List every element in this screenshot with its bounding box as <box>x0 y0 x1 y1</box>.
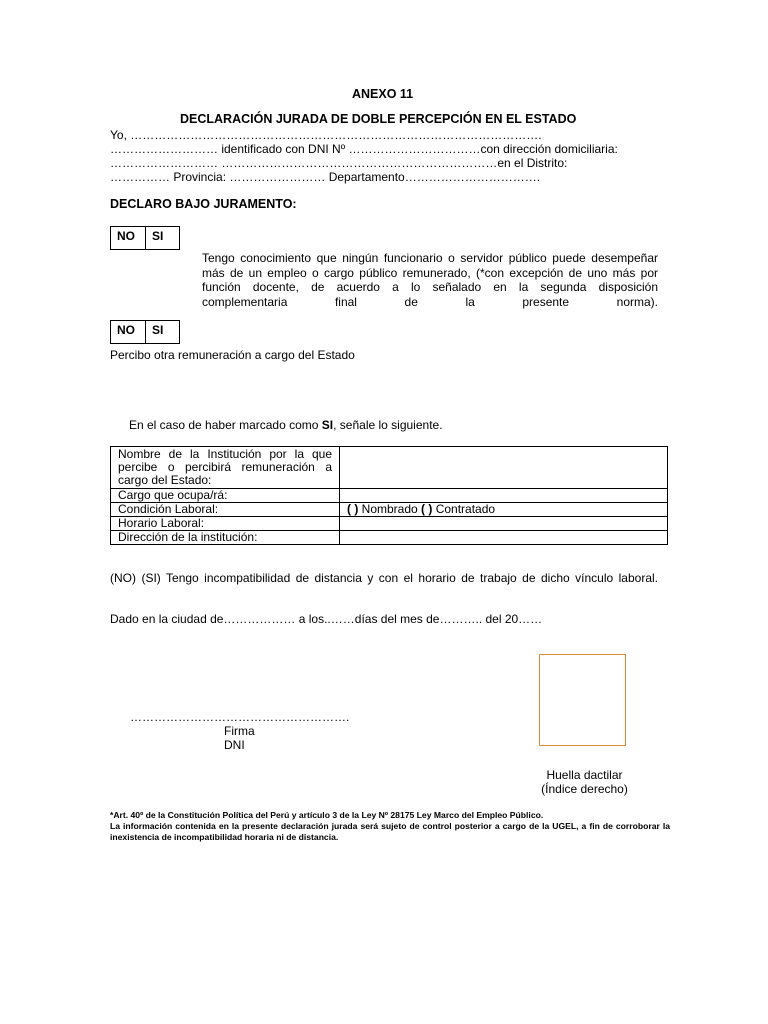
statement-2: Percibo otra remuneración a cargo del Estado <box>110 348 355 362</box>
contratado-checkbox[interactable]: ( ) <box>421 502 433 516</box>
institution-address-field[interactable] <box>340 531 668 545</box>
work-schedule-label: Horario Laboral: <box>111 517 340 531</box>
position-label: Cargo que ocupa/rá: <box>111 489 340 503</box>
signature-line[interactable]: ………………………………………………. <box>130 710 350 724</box>
table-row <box>111 503 668 517</box>
case-note-si: SI <box>321 418 334 432</box>
contratado-label: Contratado <box>432 502 496 516</box>
employment-condition-label: Condición Laboral: <box>111 503 340 517</box>
intro-line-3: ……………………… ……………………………………………………………en el Distrito: <box>110 156 568 170</box>
institution-table <box>110 446 668 545</box>
footnote-legal-reference: *Art. 40º de la Constitución Política del Perú y artículo 3 de la Ley Nº 28175 Ley Marco del Empleo Público. <box>110 810 544 820</box>
table-row <box>111 489 668 503</box>
institution-name-label: Nombre de la Institución por la que percibe o percibirá remuneración a cargo del Estado: <box>111 447 340 489</box>
intro-line-2: ……………………… identificado con DNI Nº ……………………………con dirección domiciliaria: <box>110 142 618 156</box>
nombrado-checkbox[interactable]: ( ) <box>347 502 359 516</box>
intro-line-4: …………… Provincia: …………………… Departamento……………………………. <box>110 170 541 184</box>
fingerprint-sublabel: (Índice derecho) <box>541 782 628 796</box>
option-box-2[interactable] <box>110 320 180 344</box>
date-line: Dado en la ciudad de……………… a los..……días del mes de……….. del 20…… <box>110 612 543 626</box>
option-box-1[interactable] <box>110 226 180 250</box>
work-schedule-field[interactable] <box>340 517 668 531</box>
employment-condition-field[interactable] <box>340 503 668 517</box>
fingerprint-box[interactable] <box>539 654 626 746</box>
table-row <box>111 531 668 545</box>
statement-1: Tengo conocimiento que ningún funcionario o servidor público puede desempeñar más de un empleo o cargo público remunerado, (*con excepción de uno más por función docente, de acuerdo a lo señalado en la segunda disposición complementaria final de la presente norma). <box>202 251 658 309</box>
option-si-1[interactable]: SI <box>145 227 179 249</box>
intro-line-1: Yo, …………………………………………………………………………………………. <box>110 128 542 142</box>
table-row <box>111 517 668 531</box>
option-no-1[interactable]: NO <box>117 229 135 243</box>
case-note-suffix: , señale lo siguiente. <box>333 418 443 432</box>
annex-number: ANEXO 11 <box>352 87 414 101</box>
option-si-2[interactable]: SI <box>145 321 179 343</box>
footnote-control-notice: La información contenida en la presente declaración jurada será sujeto de control posterior a cargo de la UGEL, a fin de corroborar la inexistencia de incompatibilidad horaria ni de distancia. <box>110 821 670 842</box>
institution-address-label: Dirección de la institución: <box>111 531 340 545</box>
position-field[interactable] <box>340 489 668 503</box>
footnotes <box>110 810 670 843</box>
incompatibility-statement: (NO) (SI) Tengo incompatibilidad de distancia y con el horario de trabajo de dicho vínculo laboral. <box>110 571 658 585</box>
institution-name-field[interactable] <box>340 447 668 489</box>
case-note <box>129 418 443 432</box>
document-title: DECLARACIÓN JURADA DE DOBLE PERCEPCIÓN EN EL ESTADO <box>180 112 577 126</box>
declare-heading: DECLARO BAJO JURAMENTO: <box>110 197 297 211</box>
signature-firma-label: Firma <box>224 724 255 738</box>
signature-dni-label: DNI <box>224 738 245 752</box>
option-no-2[interactable]: NO <box>117 323 135 337</box>
nombrado-label: Nombrado <box>358 502 422 516</box>
case-note-prefix: En el caso de haber marcado como <box>129 418 322 432</box>
table-row <box>111 447 668 489</box>
fingerprint-label: Huella dactilar <box>546 768 623 782</box>
